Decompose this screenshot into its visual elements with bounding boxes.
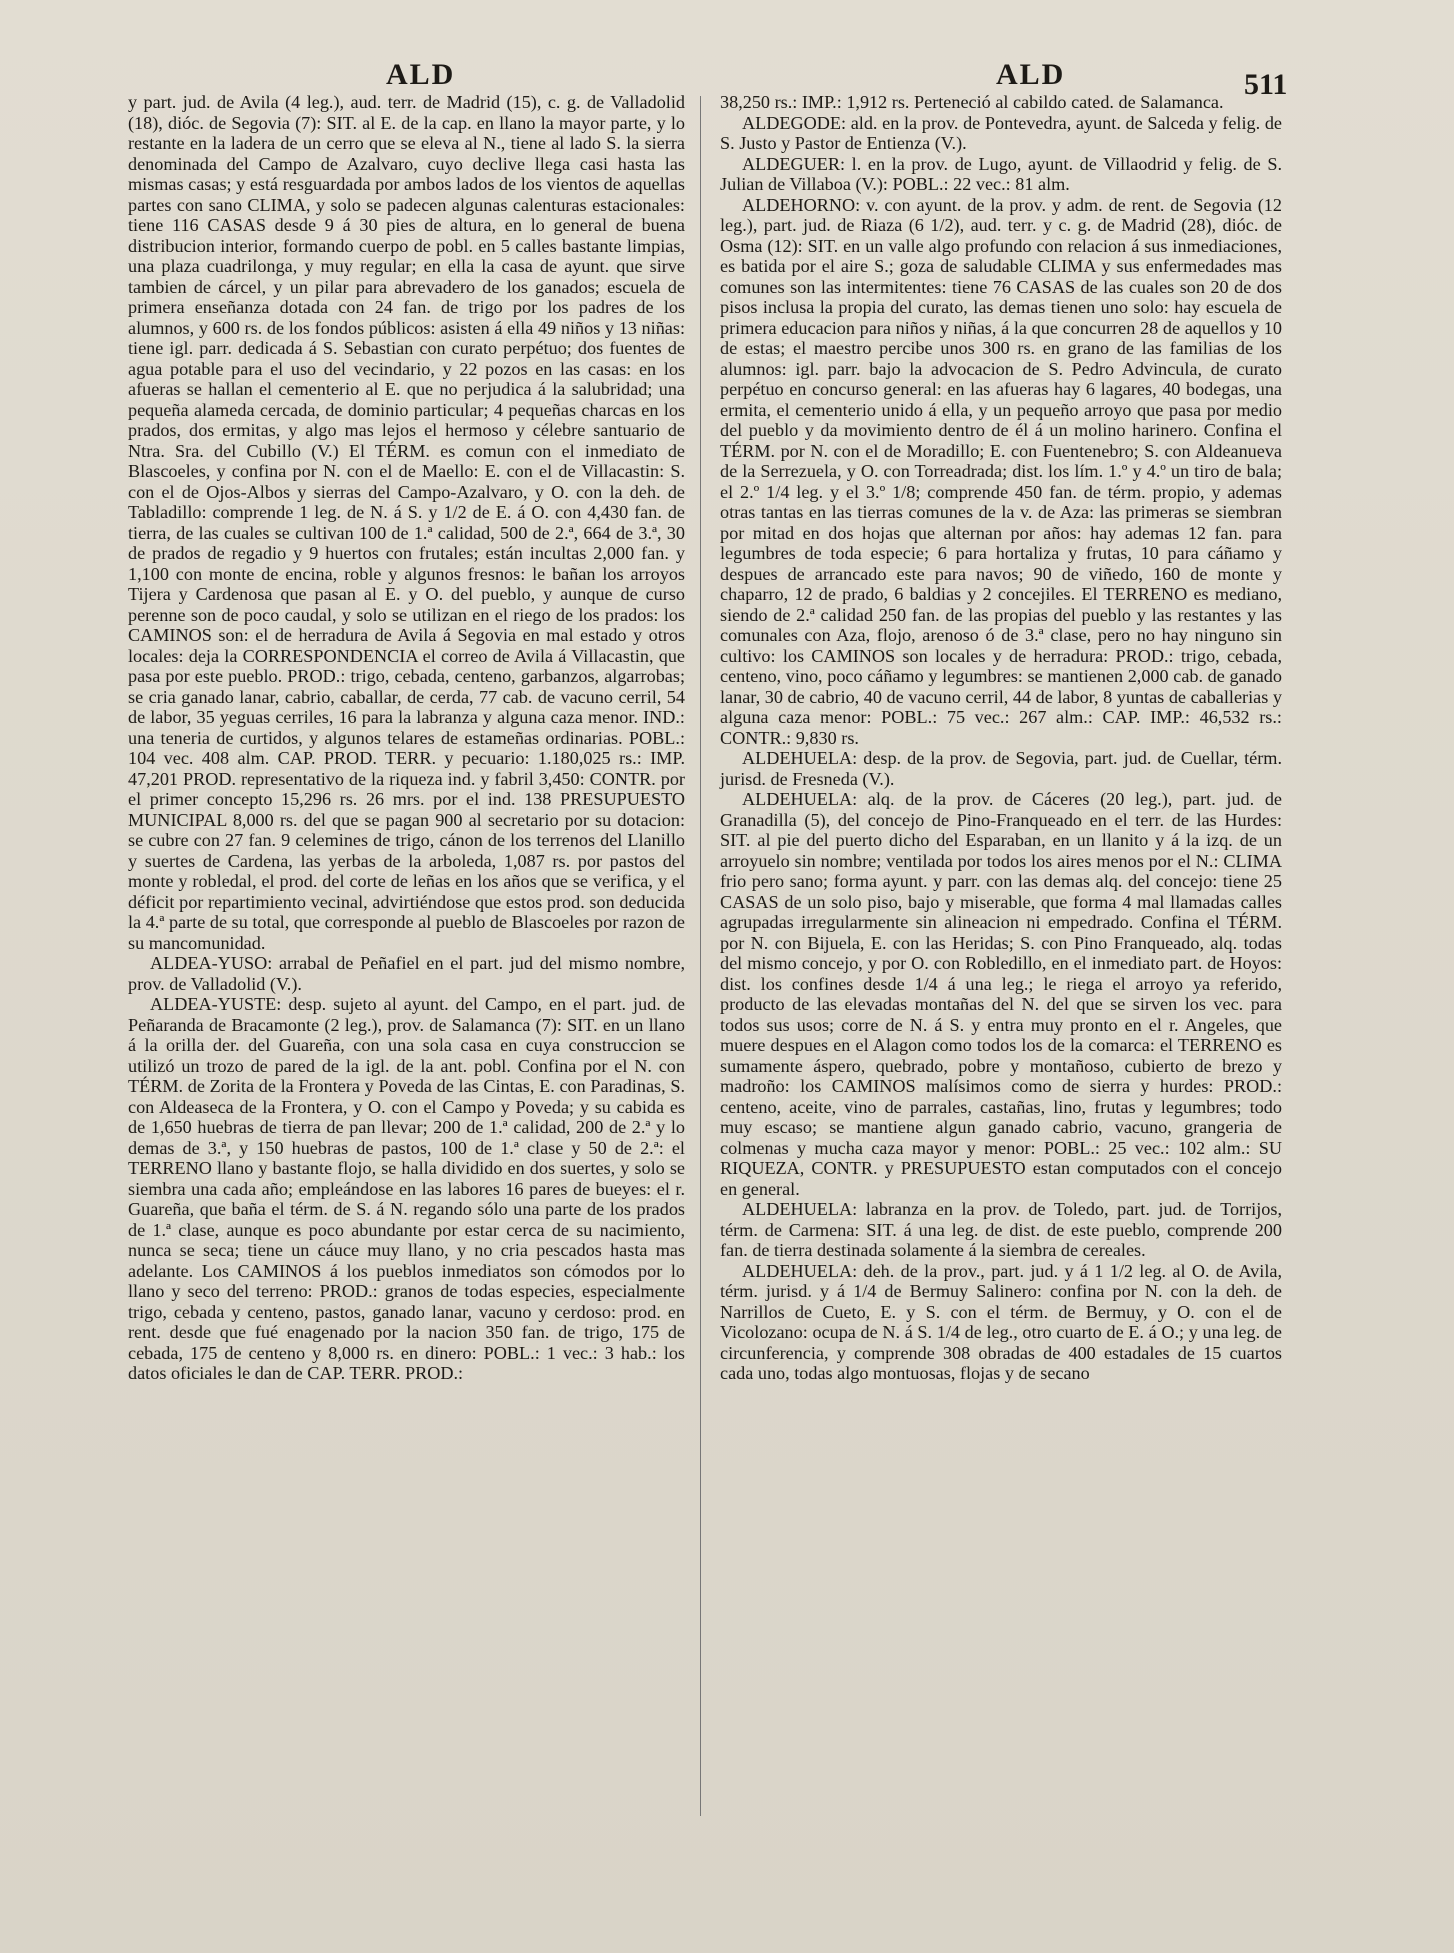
entry-aldegode: ALDEGODE: ald. en la prov. de Pontevedra, ayunt. de Salceda y felig. de S. Justo y Pastor de Entienza (V.). xyxy=(720,112,1282,153)
entry-aldehuela-avila: ALDEHUELA: deh. de la prov., part. jud. y á 1 1/2 leg. al O. de Avila, térm. jurisd. y á 1/4 de Bermuy Salinero: confina por N. con la deh. de Narrillos de Cueto, E. y S. con el térm. de Bermuy, y O. con el de Vicolozano: ocupa de N. á S. 1/4 de leg., otro cuarto de E. á O.; y una leg. de circunferencia, y comprende 308 obradas de 400 estadales de 15 cuartos cada uno, todas algo montuosas, flojas y de secano xyxy=(720,1260,1282,1383)
right-column xyxy=(720,92,1282,1384)
right-running-head: ALD xyxy=(996,58,1066,91)
column-divider xyxy=(700,96,701,1816)
entry-aldea-yuste: ALDEA-YUSTE: desp. sujeto al ayunt. del Campo, en el part. jud. de Peñaranda de Bracamonte (2 leg.), prov. de Salamanca (7): SIT. en un llano á la orilla der. del Guareña, con una sola casa en cuya construccion se utilizó un trozo de pared de la igl. de la ant. pobl. Confina por el N. con TÉRM. de Zorita de la Frontera y Poveda de las Cintas, E. con Paradinas, S. con Aldeaseca de la Frontera, y O. con el Campo y Poveda; y su cabida es de 1,650 huebras de tierra de pan llevar; 200 de 1.ª calidad, 200 de 2.ª y lo demas de 3.ª, y 150 huebras de pastos, 100 de 1.ª clase y 50 de 2.ª: el TERRENO llano y bastante flojo, se halla dividido en dos suertes, y solo se siembra una cada año; empleándose en las labores 16 pares de bueyes: el r. Guareña, que baña el térm. de S. á N. regando sólo una parte de los prados de 1.ª clase, aunque es poco abundante por estar cerca de su nacimiento, nunca se seca; tiene un cáuce muy llano, y no cria pescados hasta mas adelante. Los CAMINOS á los pueblos inmediatos son cómodos por lo llano y seco del terreno: PROD.: granos de todas especies, especialmente trigo, cebada y centeno, pastos, ganado lanar, vacuno y cerdoso: prod. en rent. desde que fué enagenado por la nacion 350 fan. de trigo, 175 de cebada, 175 de centeno y 8,000 rs. en dinero: POBL.: 1 vec.: 3 hab.: los datos oficiales le dan de CAP. TERR. PROD.: xyxy=(128,994,685,1383)
left-column xyxy=(128,92,685,1384)
left-running-head: ALD xyxy=(386,58,456,91)
entry-aldehorno: ALDEHORNO: v. con ayunt. de la prov. y adm. de rent. de Segovia (12 leg.), part. jud. de Riaza (6 1/2), aud. terr. y c. g. de Madrid (28), dióc. de Osma (12): SIT. en un valle algo profundo con relacion á sus inmediaciones, es batida por el aire S.; goza de saludable CLIMA y sus enfermedades mas comunes son las intermitentes: tiene 76 CASAS de las cuales son 20 de dos pisos inclusa la propia del curato, las demas tienen uno solo: hay escuela de primera educacion para niños y niñas, á la que concurren 28 de aquellos y 10 de estas; el maestro percibe unos 300 rs. en grano de las familias de los alumnos: igl. parr. bajo la advocacion de S. Pedro Advincula, de curato perpétuo en concurso general: en las afueras hay 6 lagares, 40 bodegas, una ermita, el cementerio unido á ella, y un pequeño arroyo que pasa por medio del pueblo y da movimiento dentro de él á un molino harinero. Confina el TÉRM. por N. con el de Moradillo; E. con Fuentenebro; S. con Aldeanueva de la Serrezuela, y O. con Torreadrada; dist. los lím. 1.º y 4.º un tiro de bala; el 2.º 1/4 leg. y el 3.º 1/8; comprende 450 fan. de térm. propio, y ademas otras tantas en las tierras comunes de la v. de Aza: las primeras se siembran por mitad en dos hojas que alternan por años: hay ademas 12 fan. para legumbres de toda especie; 6 para hortaliza y frutas, 10 para cáñamo y despues de arrancado este para navos; 90 de viñedo, 160 de monte y chaparro, 12 de prado, 6 baldias y 2 concejiles. El TERRENO es mediano, siendo de 2.ª calidad 250 fan. de las propias del pueblo y las restantes y las comunales con Aza, flojo, arenoso ó de 3.ª clase, pero no hay ninguno sin cultivo: los CAMINOS son locales y de herradura: PROD.: trigo, cebada, centeno, vino, poco cáñamo y legumbres: se mantienen 2,000 cab. de ganado lanar, 30 de cabrio, 40 de vacuno cerril, 44 de labor, 8 yuntas de caballerias y alguna caza menor: POBL.: 75 vec.: 267 alm.: CAP. IMP.: 46,532 rs.: CONTR.: 9,830 rs. xyxy=(720,194,1282,748)
entry-aldehuela-toledo: ALDEHUELA: labranza en la prov. de Toledo, part. jud. de Torrijos, térm. de Carmena: SIT. á una leg. de dist. de este pueblo, comprende 200 fan. de tierra destinada solamente á la siembra de cereales. xyxy=(720,1199,1282,1260)
page-number: 511 xyxy=(1244,68,1288,101)
entry-aldeguer: ALDEGUER: l. en la prov. de Lugo, ayunt. de Villaodrid y felig. de S. Julian de Villaboa (V.): POBL.: 22 vec.: 81 alm. xyxy=(720,153,1282,194)
entry-continuation-right: 38,250 rs.: IMP.: 1,912 rs. Perteneció al cabildo cated. de Salamanca. xyxy=(720,92,1224,112)
entry-aldea-yuso: ALDEA-YUSO: arrabal de Peñafiel en el part. jud del mismo nombre, prov. de Valladolid (V.). xyxy=(128,953,685,994)
entry-aldehuela-caceres: ALDEHUELA: alq. de la prov. de Cáceres (20 leg.), part. jud. de Granadilla (5), del concejo de Pino-Franqueado en el terr. de las Hurdes: SIT. al pie del puerto dicho del Esparaban, en un llanito y á la izq. de un arroyuelo sin nombre; ventilada por todos los aires menos por el N.: CLIMA frio pero sano; forma ayunt. y parr. con las demas alq. del concejo: tiene 25 CASAS de un solo piso, bajo y miserable, que forma 4 mal llamadas calles agrupadas irregularmente sin alineacion ni empedrado. Confina el TÉRM. por N. con Bijuela, E. con las Heridas; S. con Pino Franqueado, alq. todas del mismo concejo, y por O. con Robledillo, en el inmediato part. de Hoyos: dist. los confines desde 1/4 á una leg.; le riega el arroyo ya referido, producto de las elevadas montañas del N. del que se sirven los vec. para todos sus usos; corre de N. á S. y entra muy pronto en el r. Angeles, que muere despues en el Alagon como todos los de la comarca: el TERRENO es sumamente áspero, quebrado, pobre y montañoso, cubierto de brezo y madroño: los CAMINOS malísimos como de sierra y hurdes: PROD.: centeno, aceite, vino de parrales, castañas, lino, frutas y legumbres; todo muy escaso; se mantiene algun ganado cabrio, vacuno, grangeria de colmenas y mucha caza mayor y menor: POBL.: 25 vec.: 102 alm.: SU RIQUEZA, CONTR. y PRESUPUESTO estan computados con el concejo en general. xyxy=(720,789,1282,1199)
entry-continuation: y part. jud. de Avila (4 leg.), aud. terr. de Madrid (15), c. g. de Valladolid (18), dióc. de Segovia (7): SIT. al E. de la cap. en llano la mayor parte, y lo restante en la ladera de un cerro que se eleva al N., tiene al lado S. la sierra denominada del Campo de Azalvaro, cuyo declive llega casi hasta las mismas casas; y está resguardada por ambos lados de los vientos de aquellas partes con sano CLIMA, y solo se padecen algunas calenturas estacionales: tiene 116 CASAS desde 9 á 30 pies de altura, en lo general de buena distribucion interior, formando cuerpo de pobl. en 5 calles bastante limpias, una plaza cuadrilonga, y muy regular; en ella la casa de ayunt. que sirve tambien de cárcel, y un pilar para abrevadero de los ganados; escuela de primera enseñanza dotada con 24 fan. de trigo por los padres de los alumnos, y 600 rs. de los fondos públicos: asisten á ella 49 niños y 13 niñas: tiene igl. parr. dedicada á S. Sebastian con curato perpétuo; dos fuentes de agua potable para el uso del vecindario, y 22 pozos en las casas: en los afueras se hallan el cementerio al E. que no perjudica á la salubridad; una pequeña alameda cercada, de dominio particular; 4 pequeñas charcas en los prados, dos ermitas, y algo mas lejos el hermoso y célebre santuario de Ntra. Sra. del Cubillo (V.) El TÉRM. es comun con el inmediato de Blascoeles, y confina por N. con el de Maello: E. con el de Villacastin: S. con el de Ojos-Albos y sierras del Campo-Azalvaro, y O. con la deh. de Tabladillo: comprende 1 leg. de N. á S. y 1/2 de E. á O. con 4,430 fan. de tierra, de las cuales se cultivan 100 de 1.ª calidad, 500 de 2.ª, 664 de 3.ª, 30 de prados de regadio y 9 huertos con frutales; están incultas 2,000 fan. y 1,100 con monte de encina, roble y algunos fresnos: le bañan los arroyos Tijera y Cardenosa que pasan al E. y O. del pueblo, y aunque de curso perenne son de poco caudal, y solo se utilizan en el riego de los prados: los CAMINOS son: el de herradura de Avila á Segovia en mal estado y otros locales: deja la CORRESPONDENCIA el correo de Avila á Villacastin, que pasa por este pueblo. PROD.: trigo, cebada, centeno, garbanzos, algarrobas; se cria ganado lanar, cabrio, caballar, de cerda, 77 cab. de vacuno cerril, 54 de labor, 35 yeguas cerriles, 16 para la labranza y alguna caza menor. IND.: una teneria de curtidos, y algunos telares de estameñas ordinarias. POBL.: 104 vec. 408 alm. CAP. PROD. TERR. y pecuario: 1.180,025 rs.: IMP. 47,201 PROD. representativo de la riqueza ind. y fabril 3,450: CONTR. por el primer concepto 15,296 rs. 26 mrs. por el ind. 138 PRESUPUESTO MUNICIPAL 8,000 rs. del que se pagan 900 al secretario por su dotacion: se cubre con 27 fan. 9 celemines de trigo, cánon de los terrenos del Llanillo y suertes de Cardena, las yerbas de la arboleda, 1,087 rs. por pastos del monte y robledal, el prod. del corte de leñas en los años que se verifica, y el déficit por repartimiento vecinal, advirtiéndose que estos prod. son deducida la 4.ª parte de su total, que corresponde al pueblo de Blascoeles por razon de su mancomunidad. xyxy=(128,92,685,953)
entry-aldehuela-segovia: ALDEHUELA: desp. de la prov. de Segovia, part. jud. de Cuellar, térm. jurisd. de Fresneda (V.). xyxy=(720,748,1282,789)
